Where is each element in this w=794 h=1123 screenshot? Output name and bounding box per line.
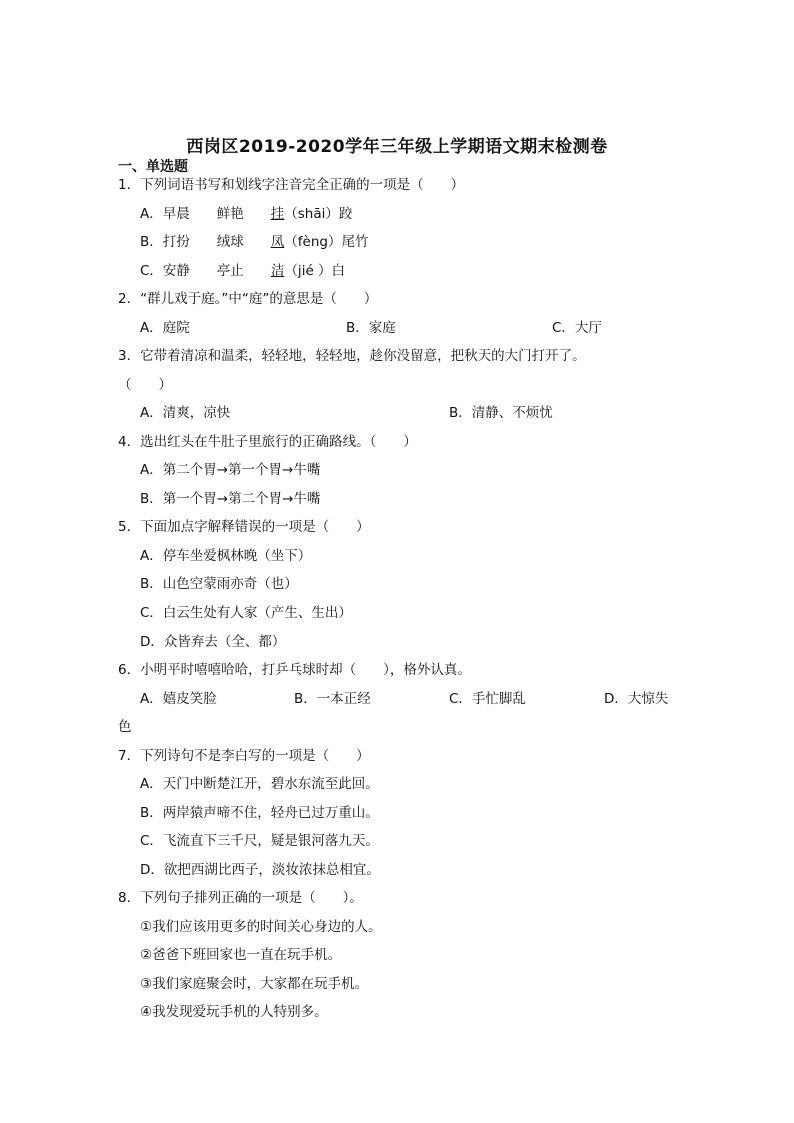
question-3-blank: （ ） — [118, 377, 172, 393]
question-6-option-a: A．嬉皮笑脸 — [140, 691, 217, 707]
question-1-option-b — [140, 233, 368, 251]
question-8-stem: 8．下列句子排列正确的一项是（ ）。 — [118, 890, 363, 906]
question-4-option-b: B．第一个胃→第二个胃→牛嘴 — [140, 491, 321, 507]
exam-title: 西岗区2019-2020学年三年级上学期语文期末检测卷 — [186, 137, 608, 157]
question-1-option-a — [140, 205, 352, 223]
question-7-option-d: D．欲把西湖比西子，淡妆浓抹总相宜。 — [140, 862, 380, 878]
option-text: （shāi）跤 — [284, 206, 353, 222]
question-8-sentence-3: ③我们家庭聚会时，大家都在玩手机。 — [140, 976, 369, 992]
question-2-option-a: A．庭院 — [140, 320, 190, 336]
option-text: （fèng）尾竹 — [284, 234, 369, 250]
question-8-sentence-4: ④我发现爱玩手机的人特别多。 — [140, 1004, 328, 1020]
question-7-option-b: B．两岸猿声啼不住，轻舟已过万重山。 — [140, 805, 379, 821]
option-text: （jié ）白 — [284, 263, 346, 279]
question-8-sentence-2: ②爸爸下班回家也一直在玩手机。 — [140, 947, 342, 963]
question-2-option-c: C．大厅 — [552, 320, 602, 336]
question-5-option-a: A．停车坐爱枫林晚（坐下） — [140, 548, 312, 564]
question-7-option-c: C．飞流直下三千尺，疑是银河落九天。 — [140, 833, 379, 849]
question-2-stem: 2．“群儿戏于庭。”中“庭”的意思是（ ） — [118, 291, 378, 307]
question-6-option-b: B．一本正经 — [294, 691, 371, 707]
underlined-char: 挂 — [270, 206, 285, 222]
question-3-stem: 3．它带着清凉和温柔，轻轻地，轻轻地，趁你没留意，把秋天的大门打开了。 — [118, 348, 586, 364]
question-1-stem: 1．下列词语书写和划线字注音完全正确的一项是（ ） — [118, 177, 465, 193]
question-5-option-b: B．山色空蒙雨亦奇（也） — [140, 576, 298, 592]
question-7-stem: 7．下列诗句不是李白写的一项是（ ） — [118, 748, 370, 764]
section-heading: 一、单选题 — [118, 159, 188, 175]
question-4-option-a: A．第二个胃→第一个胃→牛嘴 — [140, 462, 321, 478]
option-text: A．早晨 鲜艳 — [140, 206, 271, 222]
question-3-option-a: A．清爽，凉快 — [140, 405, 231, 421]
question-1-option-c — [140, 262, 345, 280]
question-7-option-a: A．天门中断楚江开，碧水东流至此回。 — [140, 776, 379, 792]
question-8-sentence-1: ①我们应该用更多的时间关心身边的人。 — [140, 919, 382, 935]
question-6-option-d-continued: 色 — [118, 719, 132, 735]
question-6-option-c: C．手忙脚乱 — [449, 691, 526, 707]
underlined-char: 洁 — [270, 263, 285, 279]
question-5-stem: 5．下面加点字解释错误的一项是（ ） — [118, 519, 370, 535]
question-5-option-d: D．众皆弃去（全、都） — [140, 634, 286, 650]
option-text: B．打扮 绒球 — [140, 234, 271, 250]
question-6-option-d: D．大惊失 — [604, 691, 669, 707]
question-3-option-b: B．清静、不烦忧 — [449, 405, 553, 421]
question-6-stem: 6．小明平时嘻嘻哈哈，打乒乓球时却（ ），格外认真。 — [118, 662, 471, 678]
question-5-option-c: C．白云生处有人家（产生、生出） — [140, 605, 352, 621]
question-2-option-b: B．家庭 — [346, 320, 396, 336]
underlined-char: 凤 — [270, 234, 285, 250]
question-4-stem: 4．选出红头在牛肚子里旅行的正确路线。（ ） — [118, 434, 417, 450]
option-text: C．安静 亭止 — [140, 263, 271, 279]
